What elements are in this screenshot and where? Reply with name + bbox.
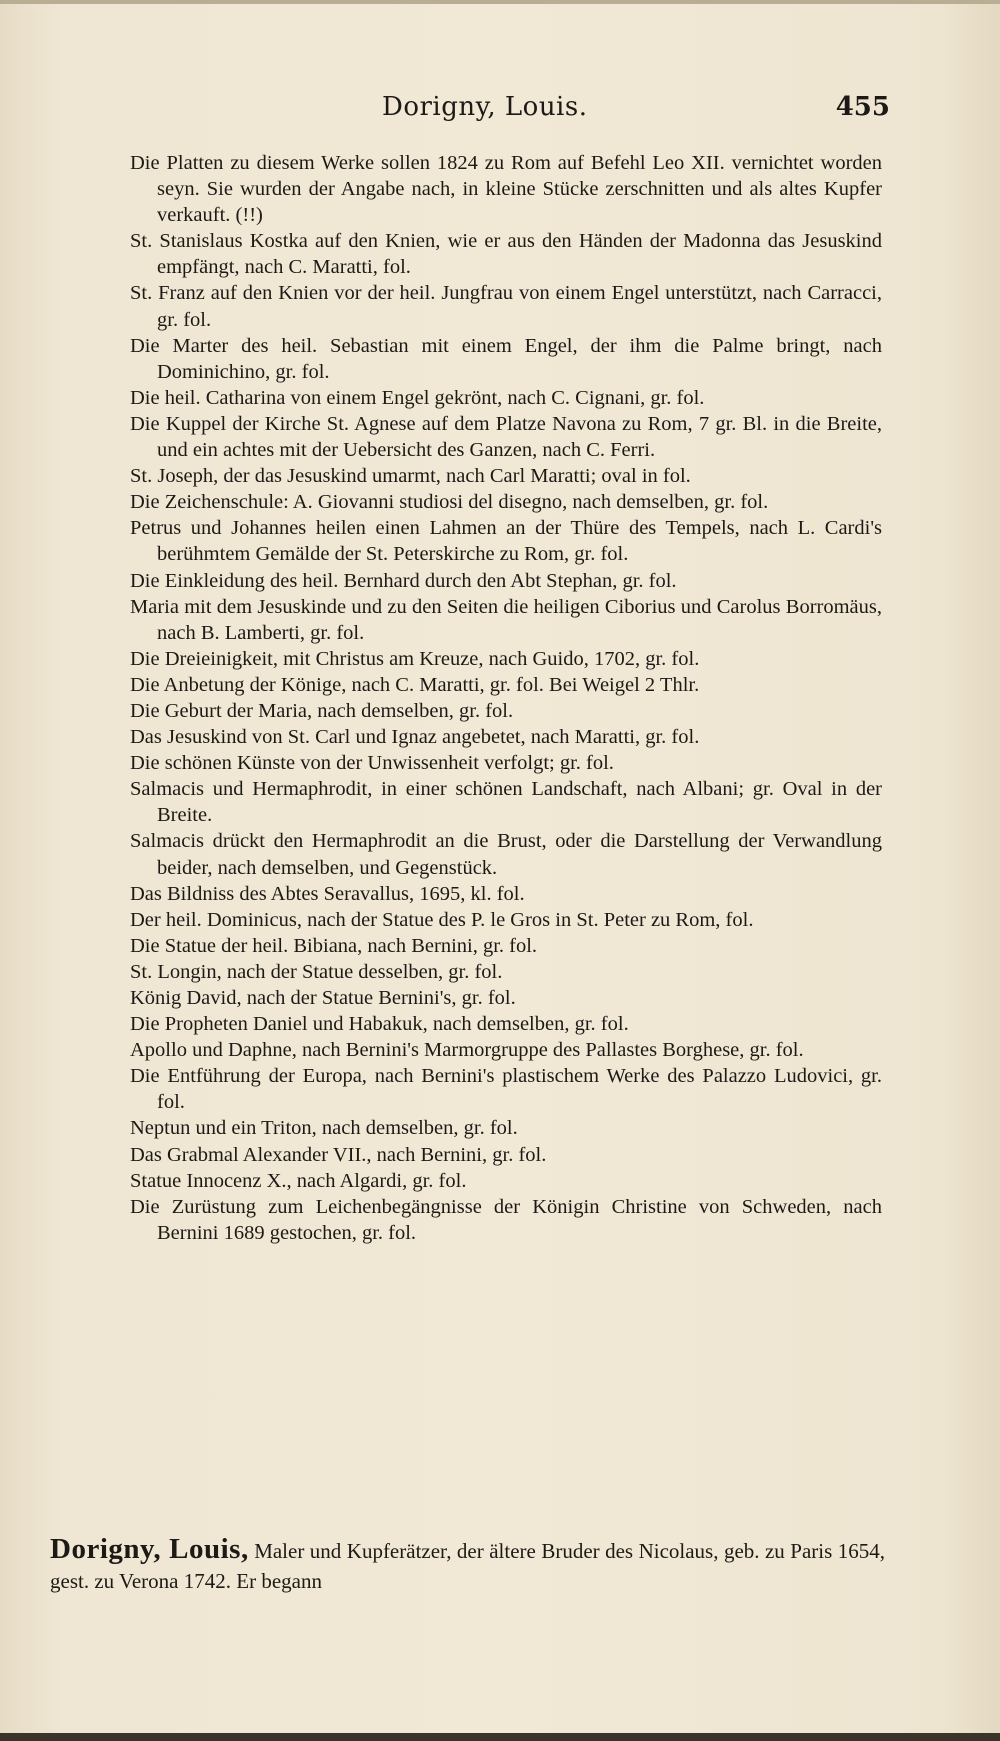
catalogue-entry: St. Stanislaus Kostka auf den Knien, wie er aus den Händen der Madonna das Jesuskind empfängt, nach C. Maratti, fol.: [130, 230, 882, 279]
catalogue-entry: Salmacis und Hermaphrodit, in einer schönen Landschaft, nach Albani; gr. Oval in der Breite.: [130, 778, 882, 827]
artist-name: Dorigny, Louis,: [50, 1533, 249, 1565]
catalogue-entry: Die Einkleidung des heil. Bernhard durch den Abt Stephan, gr. fol.: [130, 569, 677, 592]
catalogue-entry: Der heil. Dominicus, nach der Statue des P. le Gros in St. Peter zu Rom, fol.: [130, 908, 754, 931]
catalogue-entry: Die Entführung der Europa, nach Bernini's plastischem Werke des Palazzo Ludovici, gr. fol.: [130, 1065, 882, 1114]
catalogue-entry: Petrus und Johannes heilen einen Lahmen an der Thüre des Tempels, nach L. Cardi's berühmtem Gemälde der St. Peterskirche zu Rom, gr. fol.: [130, 517, 882, 566]
catalogue-entry: Die Statue der heil. Bibiana, nach Bernini, gr. fol.: [130, 934, 538, 957]
catalogue-entry: Das Jesuskind von St. Carl und Ignaz angebetet, nach Maratti, gr. fol.: [130, 726, 700, 749]
page-bottom-edge: [0, 1733, 1000, 1741]
catalogue-entries: [130, 150, 882, 1246]
catalogue-entry: Die Kuppel der Kirche St. Agnese auf dem Platze Navona zu Rom, 7 gr. Bl. in die Breite, und ein achtes mit der Uebersicht des Ganzen, nach C. Ferri.: [130, 412, 882, 462]
catalogue-entry: Die Zurüstung zum Leichenbegängnisse der Königin Christine von Schweden, nach Bernini 1689 gestochen, gr. fol.: [130, 1195, 882, 1244]
catalogue-entry: Das Bildniss des Abtes Seravallus, 1695, kl. fol.: [130, 882, 525, 905]
catalogue-entry: König David, nach der Statue Bernini's, gr. fol.: [130, 987, 516, 1009]
running-head: Dorigny, Louis.: [382, 92, 588, 122]
catalogue-entry: Neptun und ein Triton, nach demselben, gr. fol.: [130, 1117, 518, 1140]
catalogue-entry: St. Franz auf den Knien vor der heil. Jungfrau von einem Engel unterstützt, nach Carracci, gr. fol.: [130, 282, 882, 331]
catalogue-entry: Salmacis drückt den Hermaphrodit an die Brust, oder die Darstellung der Verwandlung beider, nach demselben, und Gegenstück.: [130, 830, 882, 879]
catalogue-entry: Das Grabmal Alexander VII., nach Bernini, gr. fol.: [130, 1143, 547, 1166]
catalogue-entry: Die Zeichenschule: A. Giovanni studiosi del disegno, nach demselben, gr. fol.: [130, 491, 769, 514]
catalogue-entry: Die Marter des heil. Sebastian mit einem Engel, der ihm die Palme bringt, nach Dominichino, gr. fol.: [130, 334, 882, 383]
catalogue-entry: Die Dreieinigkeit, mit Christus am Kreuze, nach Guido, 1702, gr. fol.: [130, 647, 700, 670]
catalogue-entry: Apollo und Daphne, nach Bernini's Marmorgruppe des Pallastes Borghese, gr. fol.: [130, 1039, 804, 1062]
catalogue-entry: Die Platten zu diesem Werke sollen 1824 zu Rom auf Befehl Leo XII. vernichtet worden seyn. Sie wurden der Angabe nach, in kleine Stücke zerschnitten und als altes Kupfer verkauft. (!!): [130, 152, 882, 227]
catalogue-entry: St. Longin, nach der Statue desselben, gr. fol.: [130, 960, 503, 983]
catalogue-entry: Die Propheten Daniel und Habakuk, nach demselben, gr. fol.: [130, 1013, 629, 1036]
catalogue-entry: Die heil. Catharina von einem Engel gekrönt, nach C. Cignani, gr. fol.: [130, 386, 705, 409]
catalogue-entry: Statue Innocenz X., nach Algardi, gr. fol.: [130, 1169, 467, 1192]
page-top-edge: [0, 0, 1000, 4]
catalogue-entry: St. Joseph, der das Jesuskind umarmt, nach Carl Maratti; oval in fol.: [130, 465, 691, 488]
catalogue-entry: Maria mit dem Jesuskinde und zu den Seiten die heiligen Ciborius und Carolus Borromäus, nach B. Lamberti, gr. fol.: [130, 595, 882, 644]
biography-paragraph: [50, 1534, 885, 1596]
page-number: 455: [835, 92, 890, 122]
page-header: [0, 92, 1000, 132]
biography-text: Maler und Kupferätzer, der ältere Bruder des Nicolaus, geb. zu Paris 1654, gest. zu Verona 1742. Er begann: [50, 1539, 886, 1593]
catalogue-entry: Die Anbetung der Könige, nach C. Maratti, gr. fol. Bei Weigel 2 Thlr.: [130, 673, 700, 696]
catalogue-entry: Die Geburt der Maria, nach demselben, gr. fol.: [130, 699, 514, 722]
catalogue-entry: Die schönen Künste von der Unwissenheit verfolgt; gr. fol.: [130, 752, 614, 775]
